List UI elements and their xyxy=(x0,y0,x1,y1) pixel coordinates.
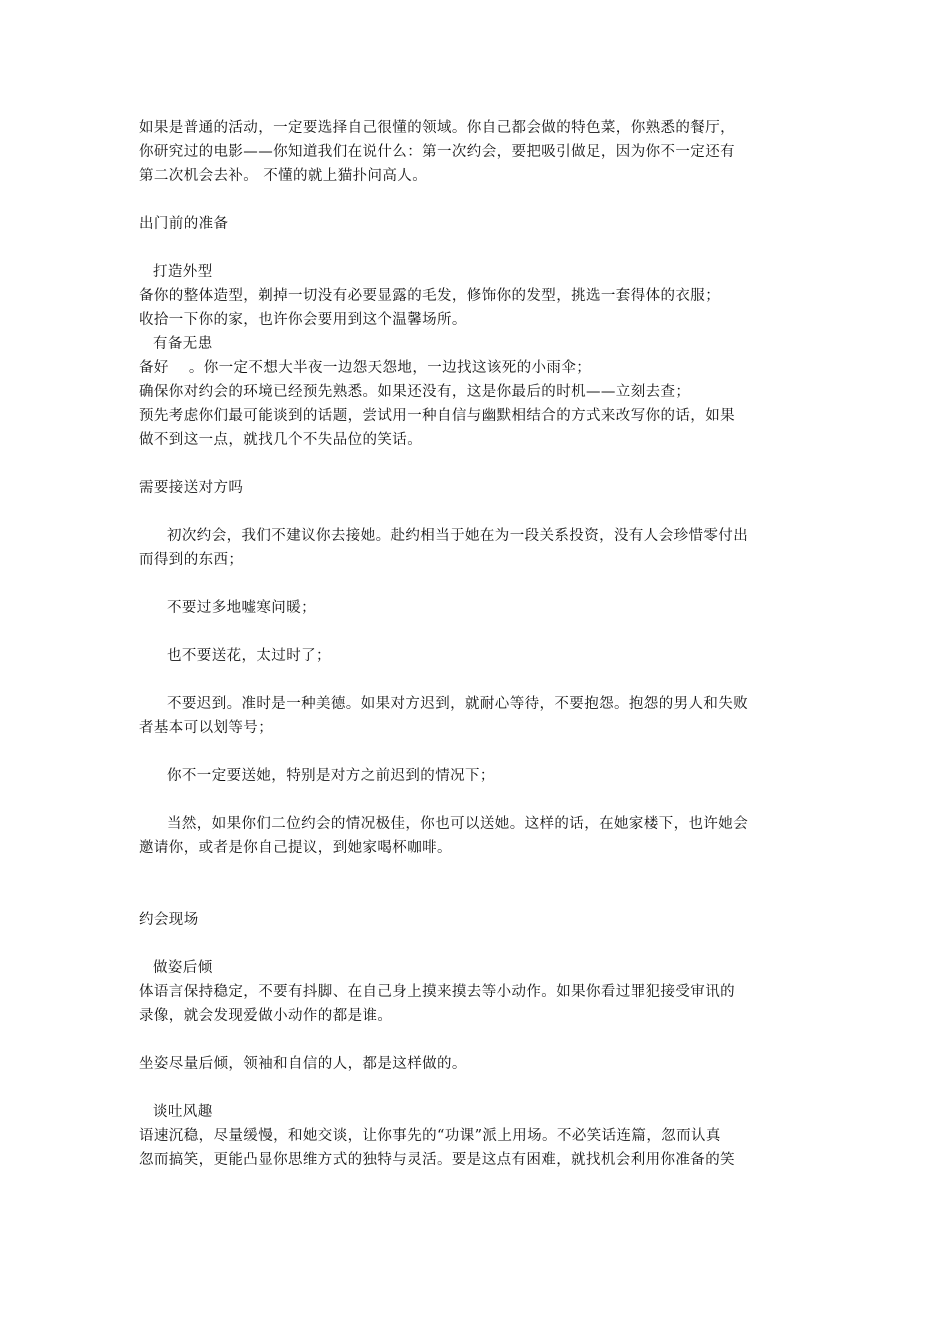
subheading-posture: 做姿后倾 xyxy=(153,960,213,976)
body-line: 体语言保持稳定，不要有抖脚、在自己身上摸来摸去等小动作。如果你看过罪犯接受审讯的 xyxy=(139,984,735,1000)
body-line: 而得到的东西； xyxy=(139,552,244,568)
body-line: 当然，如果你们二位约会的情况极佳，你也可以送她。这样的话，在她家楼下，也许她会 xyxy=(167,816,749,832)
body-line: 忽而搞笑，更能凸显你思维方式的独特与灵活。要是这点有困难，就找机会利用你准备的笑 xyxy=(139,1152,735,1168)
body-line: 坐姿尽量后倾，领袖和自信的人，都是这样做的。 xyxy=(139,1056,467,1072)
intro-paragraph xyxy=(139,116,819,188)
body-line: 做不到这一点，就找几个不失品位的笑话。 xyxy=(139,432,423,448)
body-line: 你不一定要送她，特别是对方之前迟到的情况下； xyxy=(167,768,495,784)
section-heading-scene: 约会现场 xyxy=(139,912,199,928)
body-line: 录像，就会发现爱做小动作的都是谁。 xyxy=(139,1008,393,1024)
document-page xyxy=(139,116,819,1172)
intro-line: 如果是普通的活动，一定要选择自己很懂的领域。你自己都会做的特色菜，你熟悉的餐厅， xyxy=(139,120,735,136)
body-line: 语速沉稳，尽量缓慢，和她交谈，让你事先的“功课”派上用场。不必笑话连篇，忽而认真 xyxy=(139,1128,721,1144)
body-line: 备好 。你一定不想大半夜一边怨天怨地，一边找这该死的小雨伞； xyxy=(139,360,592,376)
body-line: 不要迟到。准时是一种美德。如果对方迟到，就耐心等待，不要抱怨。抱怨的男人和失败 xyxy=(167,696,749,712)
body-line: 确保你对约会的环境已经预先熟悉。如果还没有，这是你最后的时机——立刻去查； xyxy=(139,384,691,400)
body-line: 收拾一下你的家，也许你会要用到这个温馨场所。 xyxy=(139,312,467,328)
subheading-preparedness: 有备无患 xyxy=(153,336,213,352)
body-line: 邀请你，或者是你自己提议，到她家喝杯咖啡。 xyxy=(139,840,452,856)
body-line: 预先考虑你们最可能谈到的话题，尝试用一种自信与幽默相结合的方式来改写你的话，如果 xyxy=(139,408,735,424)
section-heading-prep: 出门前的准备 xyxy=(139,216,229,232)
intro-line: 第二次机会去补。 不懂的就上猫扑问高人。 xyxy=(139,168,428,184)
body-line: 不要过多地嘘寒问暖； xyxy=(167,600,316,616)
subheading-appearance: 打造外型 xyxy=(153,264,213,280)
intro-line: 你研究过的电影——你知道我们在说什么：第一次约会，要把吸引做足，因为你不一定还有 xyxy=(139,144,735,160)
body-line: 者基本可以划等号； xyxy=(139,720,274,736)
body-line: 初次约会，我们不建议你去接她。赴约相当于她在为一段关系投资，没有人会珍惜零付出 xyxy=(167,528,749,544)
body-line: 备你的整体造型，剃掉一切没有必要显露的毛发，修饰你的发型，挑选一套得体的衣服； xyxy=(139,288,721,304)
section-heading-pickup: 需要接送对方吗 xyxy=(139,480,244,496)
body-line: 也不要送花，太过时了； xyxy=(167,648,331,664)
subheading-conversation: 谈吐风趣 xyxy=(153,1104,213,1120)
